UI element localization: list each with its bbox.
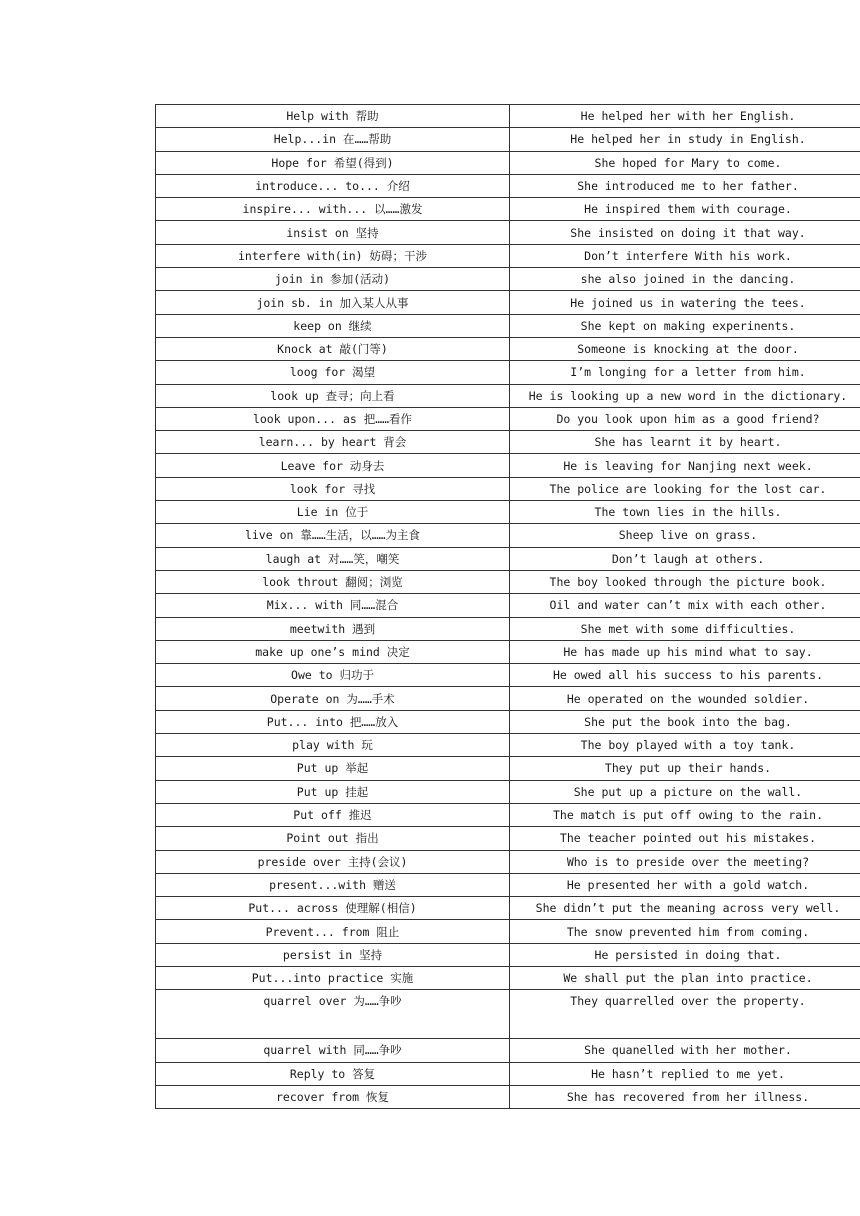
example-sentence-cell: He is leaving for Nanjing next week. bbox=[510, 454, 860, 477]
phrase-cell: inspire... with... 以……激发 bbox=[156, 198, 510, 221]
example-sentence-cell: She met with some difficulties. bbox=[510, 617, 860, 640]
example-sentence-cell: She put the book into the bag. bbox=[510, 710, 860, 733]
phrase-cell: loog for 渴望 bbox=[156, 361, 510, 384]
table-row bbox=[156, 803, 860, 826]
example-sentence-cell: She put up a picture on the wall. bbox=[510, 780, 860, 803]
phrase-cell: Operate on 为……手术 bbox=[156, 687, 510, 710]
phrase-cell: join sb. in 加入某人从事 bbox=[156, 291, 510, 314]
phrase-cell: present...with 赠送 bbox=[156, 873, 510, 896]
phrase-cell: Prevent... from 阻止 bbox=[156, 920, 510, 943]
table-row bbox=[156, 640, 860, 663]
table-row bbox=[156, 1062, 860, 1085]
table-row bbox=[156, 710, 860, 733]
table-row bbox=[156, 384, 860, 407]
table-row bbox=[156, 477, 860, 500]
example-sentence-cell: He hasn’t replied to me yet. bbox=[510, 1062, 860, 1085]
table-row bbox=[156, 361, 860, 384]
phrase-cell: preside over 主持(会议) bbox=[156, 850, 510, 873]
table-row bbox=[156, 501, 860, 524]
phrase-cell: Put... across 使理解(相信) bbox=[156, 897, 510, 920]
example-sentence-cell: We shall put the plan into practice. bbox=[510, 966, 860, 989]
table-row bbox=[156, 128, 860, 151]
table-row bbox=[156, 105, 860, 128]
phrase-cell: insist on 坚持 bbox=[156, 221, 510, 244]
phrase-cell: make up one’s mind 决定 bbox=[156, 640, 510, 663]
phrase-cell: look up 查寻；向上看 bbox=[156, 384, 510, 407]
example-sentence-cell: He operated on the wounded soldier. bbox=[510, 687, 860, 710]
example-sentence-cell: Do you look upon him as a good friend? bbox=[510, 407, 860, 430]
table-row bbox=[156, 291, 860, 314]
phrase-cell: play with 玩 bbox=[156, 734, 510, 757]
table-row bbox=[156, 827, 860, 850]
table-row bbox=[156, 1085, 860, 1108]
example-sentence-cell: Someone is knocking at the door. bbox=[510, 337, 860, 360]
example-sentence-cell: The police are looking for the lost car. bbox=[510, 477, 860, 500]
table-row bbox=[156, 221, 860, 244]
phrase-cell: laugh at 对……笑，嘲笑 bbox=[156, 547, 510, 570]
table-row bbox=[156, 314, 860, 337]
phrase-cell: Help...in 在……帮助 bbox=[156, 128, 510, 151]
phrase-cell: learn... by heart 背会 bbox=[156, 431, 510, 454]
example-sentence-cell: He owed all his success to his parents. bbox=[510, 664, 860, 687]
table-row bbox=[156, 687, 860, 710]
table-row bbox=[156, 1039, 860, 1062]
table-row bbox=[156, 594, 860, 617]
phrase-cell: Owe to 归功于 bbox=[156, 664, 510, 687]
example-sentence-cell: The boy played with a toy tank. bbox=[510, 734, 860, 757]
phrase-cell: quarrel with 同……争吵 bbox=[156, 1039, 510, 1062]
phrase-cell: Put... into 把……放入 bbox=[156, 710, 510, 733]
example-sentence-cell: Don’t laugh at others. bbox=[510, 547, 860, 570]
table-row bbox=[156, 198, 860, 221]
example-sentence-cell: She hoped for Mary to come. bbox=[510, 151, 860, 174]
table-row bbox=[156, 780, 860, 803]
example-sentence-cell: Who is to preside over the meeting? bbox=[510, 850, 860, 873]
phrase-cell: Leave for 动身去 bbox=[156, 454, 510, 477]
table-row bbox=[156, 873, 860, 896]
table-row bbox=[156, 664, 860, 687]
phrase-cell: Put up 挂起 bbox=[156, 780, 510, 803]
example-sentence-cell: They put up their hands. bbox=[510, 757, 860, 780]
table-row bbox=[156, 524, 860, 547]
example-sentence-cell: She has recovered from her illness. bbox=[510, 1085, 860, 1108]
table-row bbox=[156, 151, 860, 174]
phrase-cell: Put up 举起 bbox=[156, 757, 510, 780]
example-sentence-cell: She has learnt it by heart. bbox=[510, 431, 860, 454]
example-sentence-cell: They quarrelled over the property. bbox=[510, 990, 860, 1039]
phrase-cell: look upon... as 把……看作 bbox=[156, 407, 510, 430]
phrase-cell: Knock at 敲(门等) bbox=[156, 337, 510, 360]
example-sentence-cell: She didn’t put the meaning across very well. bbox=[510, 897, 860, 920]
table-row bbox=[156, 244, 860, 267]
phrase-cell: join in 参加(活动) bbox=[156, 268, 510, 291]
phrase-cell: live on 靠……生活，以……为主食 bbox=[156, 524, 510, 547]
table-row bbox=[156, 897, 860, 920]
table-row bbox=[156, 570, 860, 593]
table-row bbox=[156, 734, 860, 757]
table-body bbox=[156, 105, 860, 1109]
phrase-cell: recover from 恢复 bbox=[156, 1085, 510, 1108]
example-sentence-cell: The match is put off owing to the rain. bbox=[510, 803, 860, 826]
phrase-cell: Put off 推迟 bbox=[156, 803, 510, 826]
phrase-cell: meetwith 遇到 bbox=[156, 617, 510, 640]
table-row bbox=[156, 617, 860, 640]
example-sentence-cell: She quanelled with her mother. bbox=[510, 1039, 860, 1062]
table-row bbox=[156, 966, 860, 989]
phrase-cell: Lie in 位于 bbox=[156, 501, 510, 524]
example-sentence-cell: The town lies in the hills. bbox=[510, 501, 860, 524]
table-row bbox=[156, 268, 860, 291]
phrase-table bbox=[155, 104, 860, 1109]
example-sentence-cell: The teacher pointed out his mistakes. bbox=[510, 827, 860, 850]
phrase-cell: Point out 指出 bbox=[156, 827, 510, 850]
phrase-cell: introduce... to... 介绍 bbox=[156, 174, 510, 197]
example-sentence-cell: Don’t interfere With his work. bbox=[510, 244, 860, 267]
phrase-cell: Reply to 答复 bbox=[156, 1062, 510, 1085]
example-sentence-cell: The boy looked through the picture book. bbox=[510, 570, 860, 593]
example-sentence-cell: Oil and water can’t mix with each other. bbox=[510, 594, 860, 617]
example-sentence-cell: The snow prevented him from coming. bbox=[510, 920, 860, 943]
table-row bbox=[156, 990, 860, 1039]
example-sentence-cell: Sheep live on grass. bbox=[510, 524, 860, 547]
example-sentence-cell: she also joined in the dancing. bbox=[510, 268, 860, 291]
example-sentence-cell: He inspired them with courage. bbox=[510, 198, 860, 221]
phrase-cell: keep on 继续 bbox=[156, 314, 510, 337]
table-row bbox=[156, 943, 860, 966]
phrase-cell: quarrel over 为……争吵 bbox=[156, 990, 510, 1039]
table-row bbox=[156, 920, 860, 943]
phrase-cell: Put...into practice 实施 bbox=[156, 966, 510, 989]
example-sentence-cell: He persisted in doing that. bbox=[510, 943, 860, 966]
table-row bbox=[156, 407, 860, 430]
phrase-cell: look for 寻找 bbox=[156, 477, 510, 500]
example-sentence-cell: He joined us in watering the tees. bbox=[510, 291, 860, 314]
table-row bbox=[156, 547, 860, 570]
table-row bbox=[156, 757, 860, 780]
example-sentence-cell: I’m longing for a letter from him. bbox=[510, 361, 860, 384]
example-sentence-cell: He presented her with a gold watch. bbox=[510, 873, 860, 896]
phrase-cell: Hope for 希望(得到) bbox=[156, 151, 510, 174]
example-sentence-cell: She kept on making experinents. bbox=[510, 314, 860, 337]
table-row bbox=[156, 431, 860, 454]
example-sentence-cell: She insisted on doing it that way. bbox=[510, 221, 860, 244]
phrase-cell: interfere with(in) 妨碍；干涉 bbox=[156, 244, 510, 267]
example-sentence-cell: He helped her with her English. bbox=[510, 105, 860, 128]
table-row bbox=[156, 174, 860, 197]
table-row bbox=[156, 454, 860, 477]
phrase-cell: Help with 帮助 bbox=[156, 105, 510, 128]
table-row bbox=[156, 850, 860, 873]
phrase-cell: persist in 坚持 bbox=[156, 943, 510, 966]
phrase-cell: look throut 翻阅；浏览 bbox=[156, 570, 510, 593]
table-row bbox=[156, 337, 860, 360]
example-sentence-cell: He helped her in study in English. bbox=[510, 128, 860, 151]
example-sentence-cell: He has made up his mind what to say. bbox=[510, 640, 860, 663]
example-sentence-cell: She introduced me to her father. bbox=[510, 174, 860, 197]
example-sentence-cell: He is looking up a new word in the dictionary. bbox=[510, 384, 860, 407]
phrase-cell: Mix... with 同……混合 bbox=[156, 594, 510, 617]
